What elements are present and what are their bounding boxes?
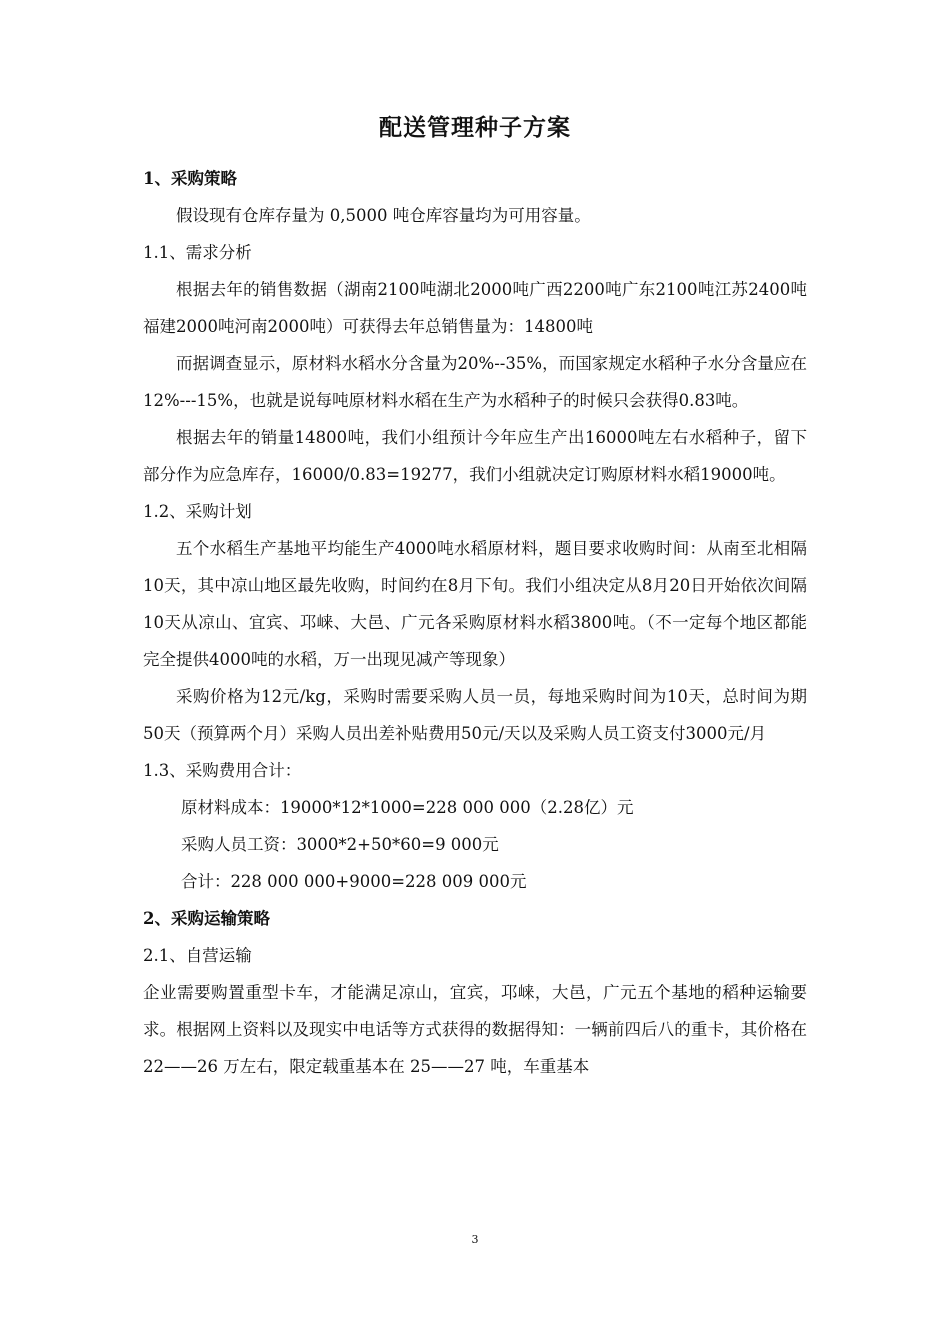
paragraph-self-transport: 企业需要购置重型卡车，才能满足凉山，宜宾，邛崃，大邑，广元五个基地的稻种运输要求。根据网上资料以及现实中电话等方式获得的数据得知：一辆前四后八的重卡，其价格在 22——26 万左右，限定载重基本在 25——27 吨，车重基本 [143,983,807,1076]
paragraph-purchase-schedule: 五个水稻生产基地平均能生产4000吨水稻原材料，题目要求收购时间：从南至北相隔10天，其中凉山地区最先收购，时间约在8月下旬。我们小组决定从8月20日开始依次间隔10天从凉山、宜宾、邛崃、大邑、广元各采购原材料水稻3800吨。（不一定每个地区都能完全提供4000吨的水稻，万一出现见减产等现象） [143,539,807,669]
section-1-3-heading: 1.3、采购费用合计： [143,761,302,780]
paragraph-purchase-price: 采购价格为12元/kg，采购时需要采购人员一员，每地采购时间为10天，总时间为期50天（预算两个月）采购人员出差补贴费用50元/天以及采购人员工资支付3000元/月 [143,687,807,743]
section-1-1-heading: 1.1、需求分析 [143,243,252,262]
paragraph-production-plan: 根据去年的销量14800吨，我们小组预计今年应生产出16000吨左右水稻种子，留下部分作为应急库存，16000/0.83=19277，我们小组就决定订购原材料水稻19000吨。 [143,428,807,484]
cost-line-materials: 原材料成本：19000*12*1000=228 000 000（2.28亿）元 [180,798,634,817]
paragraph-sales-data: 根据去年的销售数据（湖南2100吨湖北2000吨广西2200吨广东2100吨江苏2400吨福建2000吨河南2000吨）可获得去年总销售量为：14800吨 [143,280,807,336]
section-2-heading: 2、采购运输策略 [143,909,270,928]
section-1-heading: 1、采购策略 [143,169,237,188]
cost-line-total: 合计：228 000 000+9000=228 009 000元 [180,872,527,891]
document-title: 配送管理种子方案 [379,114,571,141]
section-1-intro: 假设现有仓库存量为 0,5000 吨仓库容量均为可用容量。 [176,206,591,225]
section-1-2-heading: 1.2、采购计划 [143,502,252,521]
cost-line-staff: 采购人员工资：3000*2+50*60=9 000元 [180,835,499,854]
page-number: 3 [471,1233,479,1246]
section-2-1-heading: 2.1、自营运输 [143,946,252,965]
paragraph-moisture: 而据调查显示，原材料水稻水分含量为20%--35%，而国家规定水稻种子水分含量应在12%---15%，也就是说每吨原材料水稻在生产为水稻种子的时候只会获得0.83吨。 [143,354,807,410]
document-body [143,108,807,1085]
